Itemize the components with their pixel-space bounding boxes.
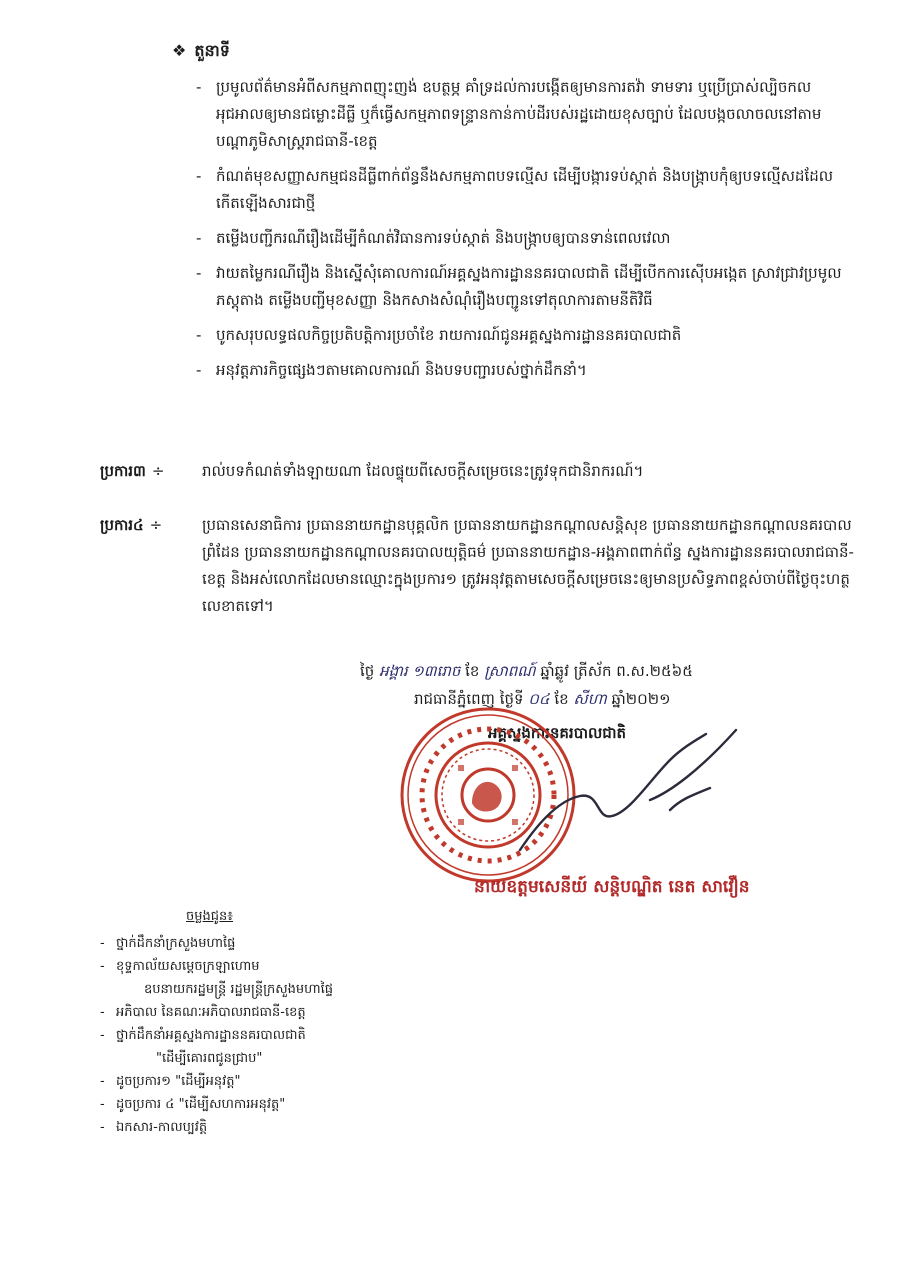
cc-heading: ចម្លងជូន៖ [186, 909, 233, 924]
solar-day-handwritten: ០៤ [528, 690, 550, 708]
cc-item: - អភិបាល នៃគណៈអភិបាលរាជធានី-ខេត្ត [100, 1005, 306, 1020]
duty-item: - តម្លើងបញ្ជីករណីរឿងដើម្បីកំណត់វិធានការទប់ស្កាត់ និងបង្ក្រាបឲ្យបានទាន់ពេលវេលា [196, 225, 846, 252]
lunar-month-handwritten: ស្រាពណ៍ [484, 662, 536, 680]
issuer-title: អគ្គស្នងការនគរបាលជាតិ [488, 724, 627, 742]
article-3 [100, 458, 860, 485]
diamond-bullet-icon: ❖ [172, 41, 187, 60]
cc-item: - ថ្នាក់ដឹកនាំអគ្គស្នងការដ្ឋាននគរបាលជាតិ "ដើម្បីគោរពជូនជ្រាប" [100, 1028, 306, 1066]
solar-month-handwritten: សីហា [573, 690, 607, 708]
duty-text: បូកសរុបលទ្ធផលកិច្ចប្រតិបត្តិការប្រចាំខែ រាយការណ៍ជូនអគ្គស្នងការដ្ឋាននគរបាលជាតិ [216, 326, 682, 344]
article-4-label: ប្រការ៤ ÷ [100, 516, 163, 534]
duties-list [196, 74, 846, 392]
lunar-date: ថ្ងៃ អង្គារ ១៣រោច ខែ ស្រាពណ៍ ឆ្នាំឆ្លូវ ត្រីស័ក ព.ស.២៥៦៥ [360, 662, 693, 680]
article-3-text: រាល់បទកំណត់ទាំងឡាយណា ដែលផ្ទុយពីសេចក្តីសម្រេចនេះត្រូវទុកជានិរាករណ៍។ [202, 462, 644, 480]
duty-text: វាយតម្លៃករណីរឿង និងស្នើសុំគោលការណ៍អគ្គស្នងការដ្ឋាននគរបាលជាតិ ដើម្បីបើកការស៊ើបអង្កេត ស្រាវជ្រាវប្រមូលភស្តុតាង តម្លើងបញ្ជីមុខសញ្ញា និងកសាងសំណុំរឿងបញ្ជូនទៅតុលាការតាមនីតិវិធី [216, 264, 842, 309]
cc-item: - ខុទ្ទកាល័យសម្តេចក្រឡាហោម ឧបនាយករដ្ឋមន្ត្រី រដ្ឋមន្ត្រីក្រសួងមហាផ្ទៃ [100, 959, 334, 997]
cc-item: - ឯកសារ-កាលប្បវត្តិ [100, 1120, 208, 1135]
article-3-label: ប្រការ៣ ÷ [100, 462, 165, 480]
duties-heading-text: តួនាទី [194, 41, 230, 60]
duty-text: តម្លើងបញ្ជីករណីរឿងដើម្បីកំណត់វិធានការទប់ស្កាត់ និងបង្ក្រាបឲ្យបានទាន់ពេលវេលា [216, 229, 671, 247]
cc-item: - ដូចប្រការ ៤ "ដើម្បីសហការអនុវត្ត" [100, 1097, 286, 1112]
duty-item: - ប្រមូលព័ត៌មានអំពីសកម្មភាពញុះញង់ ឧបត្ថម្ភ គាំទ្រដល់ការបង្កើតឲ្យមានការតវ៉ា ទាមទារ ឬប្រើប្រាស់ល្បិចកលអុជអាលឲ្យមានជម្លោះដីធ្លី ឬក៏ធ្វើសកម្មភាពទន្ទ្រានកាន់កាប់ដីរបស់រដ្ឋដោយខុសច្បាប់ ដែលបង្កចលាចលនៅតាមបណ្ដាភូមិសាស្ត្ររាជធានី-ខេត្ត [196, 74, 846, 155]
cc-list [100, 932, 480, 1139]
duty-item: - អនុវត្តភារកិច្ចផ្សេងៗតាមគោលការណ៍ និងបទបញ្ជារបស់ថ្នាក់ដឹកនាំ។ [196, 357, 846, 384]
lunar-day-handwritten: អង្គារ ១៣រោច [379, 662, 461, 680]
duties-heading [172, 40, 230, 64]
duty-text: អនុវត្តភារកិច្ចផ្សេងៗតាមគោលការណ៍ និងបទបញ្ជារបស់ថ្នាក់ដឹកនាំ។ [216, 361, 587, 379]
duty-item: - វាយតម្លៃករណីរឿង និងស្នើសុំគោលការណ៍អគ្គស្នងការដ្ឋាននគរបាលជាតិ ដើម្បីបើកការស៊ើបអង្កេត ស្រាវជ្រាវប្រមូលភស្តុតាង តម្លើងបញ្ជីមុខសញ្ញា និងកសាងសំណុំរឿងបញ្ជូនទៅតុលាការតាមនីតិវិធី [196, 260, 846, 314]
duty-item: - បូកសរុបលទ្ធផលកិច្ចប្រតិបត្តិការប្រចាំខែ រាយការណ៍ជូនអគ្គស្នងការដ្ឋាននគរបាលជាតិ [196, 322, 846, 349]
cc-item: - ដូចប្រការ១ "ដើម្បីអនុវត្ត" [100, 1074, 241, 1089]
article-4 [100, 512, 860, 620]
handwritten-signature-icon [500, 700, 760, 880]
duty-text: ប្រមូលព័ត៌មានអំពីសកម្មភាពញុះញង់ ឧបត្ថម្ភ គាំទ្រដល់ការបង្កើតឲ្យមានការតវ៉ា ទាមទារ ឬប្រើប្រាស់ល្បិចកលអុជអាលឲ្យមានជម្លោះដីធ្លី ឬក៏ធ្វើសកម្មភាពទន្ទ្រានកាន់កាប់ដីរបស់រដ្ឋដោយខុសច្បាប់ ដែលបង្កចលាចលនៅតាមបណ្ដាភូមិសាស្ត្ររាជធានី-ខេត្ត [216, 78, 822, 150]
duty-item: - កំណត់មុខសញ្ញាសកម្មជនដីធ្លីពាក់ព័ន្ធនឹងសកម្មភាពបទល្មើស ដើម្បីបង្ការទប់ស្កាត់ និងបង្ក្រាបកុំឲ្យបទល្មើសដដែលកើតឡើងសារជាថ្មី [196, 163, 846, 217]
solar-date: រាជធានីភ្នំពេញ ថ្ងៃទី ០៤ ខែ សីហា ឆ្នាំ២០២១ [414, 690, 671, 708]
duty-text: កំណត់មុខសញ្ញាសកម្មជនដីធ្លីពាក់ព័ន្ធនឹងសកម្មភាពបទល្មើស ដើម្បីបង្ការទប់ស្កាត់ និងបង្ក្រាបកុំឲ្យបទល្មើសដដែលកើតឡើងសារជាថ្មី [216, 167, 834, 212]
article-4-text: ប្រធានសេនាធិការ ប្រធាននាយកដ្ឋានបុគ្គលិក ប្រធាននាយកដ្ឋានកណ្តាលសន្តិសុខ ប្រធាននាយកដ្ឋានកណ្តាលនគរបាលព្រំដែន ប្រធាននាយកដ្ឋានកណ្តាលនគរបាលយុត្តិធម៌ ប្រធាននាយកដ្ឋាន-អង្គភាពពាក់ព័ន្ធ ស្នងការដ្ឋាននគរបាលរាជធានី-ខេត្ត និងអស់លោកដែលមានឈ្មោះក្នុងប្រការ១ ត្រូវអនុវត្តតាមសេចក្តីសម្រេចនេះឲ្យមានប្រសិទ្ធភាពខ្ពស់ចាប់ពីថ្ងៃចុះហត្ថលេខាតទៅ។ [202, 516, 854, 615]
cc-item: - ថ្នាក់ដឹកនាំក្រសួងមហាផ្ទៃ [100, 936, 236, 951]
signer-name: នាយឧត្តមសេនីយ៍ សន្តិបណ្ឌិត នេត សាវឿន [474, 877, 750, 897]
